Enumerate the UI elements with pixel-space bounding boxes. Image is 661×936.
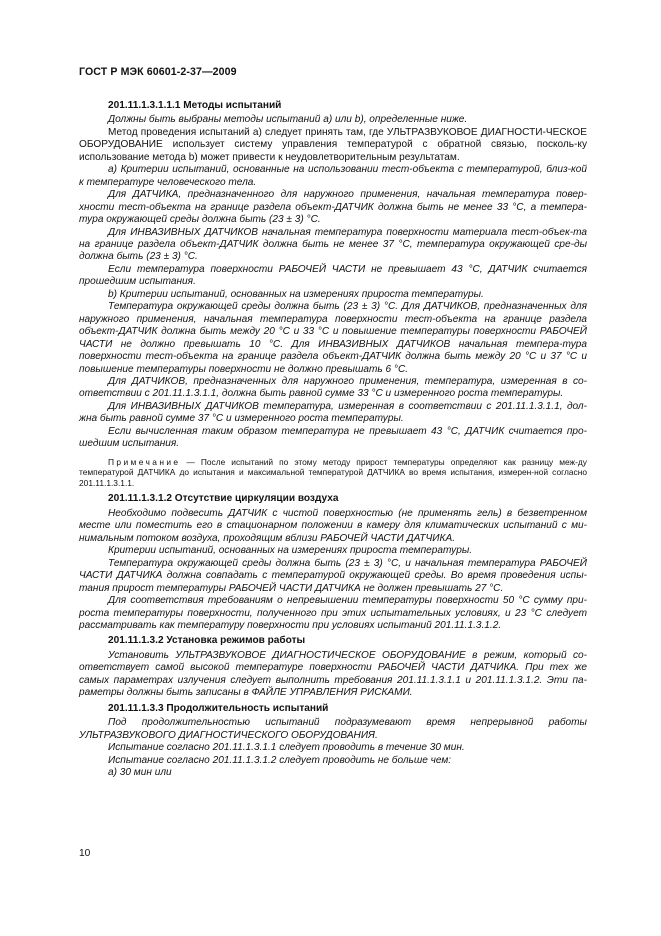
paragraph: Для ДАТЧИКОВ, предназначенных для наружного применения, температура, измеренная в со-ответствии с 201.11.1.3.1.1, должна быть равной сумме 33 °С и измеренного роста температуры. bbox=[79, 375, 587, 400]
paragraph: Для ИНВАЗИВНЫХ ДАТЧИКОВ начальная температура поверхности материала тест-объек-та на границе раздела объект-ДАТЧИК должна быть не менее 37 °С, температура окружающей сре-ды должна быть (23 ± 3) °С. bbox=[79, 226, 587, 263]
paragraph: Необходимо подвесить ДАТЧИК с чистой поверхностью (не применять гель) в безветренном месте или поместить его в стационарном положении в камеру для климатических испытаний с ми-нимальным потоком воздуха, проходящим вблизи РАБОЧЕЙ ЧАСТИ ДАТЧИКА. bbox=[79, 507, 587, 544]
paragraph: a) Критерии испытаний, основанные на использовании тест-объекта с температурой, близ-кой к температуре человеческого тела. bbox=[79, 164, 587, 188]
document-body bbox=[79, 100, 587, 779]
paragraph: Для соответствия требованиям о непревышении температуры поверхности 50 °С сумму при-роста температуры поверхности, полученного при этих испытательных условиях, и 23 °С следует рассматривать как температуру поверхности при условиях испытаний 201.11.1.3.1.2. bbox=[79, 595, 587, 631]
paragraph: Для ДАТЧИКА, предназначенного для наружного применения, начальная температура повер-хности тест-объекта на границе раздела объект-ДАТЧИК должна быть не менее 33 °С, а темпера-тура окружающей среды должна быть (23 ± 3) °С. bbox=[79, 189, 587, 226]
paragraph: а) 30 мин или bbox=[108, 766, 172, 778]
paragraph: Для ИНВАЗИВНЫХ ДАТЧИКОВ температура, измеренная в соответствии с 201.11.1.3.1.1, дол-жна быть равной сумме 37 °С и измеренного роста температуры. bbox=[79, 400, 587, 425]
note bbox=[79, 457, 587, 489]
section-heading: 201.11.1.3.2 Установка режимов работы bbox=[108, 635, 306, 647]
paragraph: Температура окружающей среды должна быть (23 ± 3) °С. Для ДАТЧИКОВ, предназначенных для наружного применения, начальная температура поверхности тест-объекта на границе раздела объект-ДАТЧИК должна быть между 20 °С и 33 °С и повышение температуры поверхности РАБОЧЕЙ ЧАСТИ не должно превышать 10 °С. Для ИНВАЗИВНЫХ ДАТЧИКОВ начальная темпера-тура поверхности тест-объекта на границе раздела объект-ДАТЧИК должна быть между 20 °С и 37 °С и повышение температуры поверхности не должно превышать 6 °С. bbox=[79, 301, 587, 375]
paragraph: Должны быть выбраны методы испытаний a) или b), определенные ниже. bbox=[108, 114, 468, 126]
note-label: Примечание bbox=[108, 456, 181, 467]
paragraph: Установить УЛЬТРАЗВУКОВОЕ ДИАГНОСТИЧЕСКОЕ ОБОРУДОВАНИЕ в режим, который со-ответствует самой высокой температуре поверхности РАБОЧЕЙ ЧАСТИ ДАТЧИКА. При тех же самых параметрах излучения следует выполнить требования 201.11.1.3.1.1 и 201.11.1.3.1.2. Эти па-раметры должны быть записаны в ФАЙЛЕ УПРАВЛЕНИЯ РИСКАМИ. bbox=[79, 649, 587, 699]
paragraph: Под продолжительностью испытаний подразумевают время непрерывной работы УЛЬТРАЗВУКОВОГО ДИАГНОСТИЧЕСКОГО ОБОРУДОВАНИЯ. bbox=[79, 717, 587, 741]
note-text: — После испытаний по этому методу прирост температуры определяют как разницу меж-ду температурой ДАТЧИКА до испытания и максимальной температурой ДАТЧИКА во время испытания, измерен-ной согласно 201.11.1.3.1.1. bbox=[79, 456, 587, 488]
paragraph: Температура окружающей среды должна быть (23 ± 3) °С, и начальная температура РАБОЧЕЙ ЧАСТИ ДАТЧИКА должна совпадать с температурой окружающей среды. Во время проведения испы-тания прирост температуры РАБОЧЕЙ ЧАСТИ ДАТЧИКА не должен превышать 27 °С. bbox=[79, 557, 587, 594]
paragraph: Метод проведения испытаний а) следует принять там, где УЛЬТРАЗВУКОВОЕ ДИАГНОСТИ-ЧЕСКОЕ ОБОРУДОВАНИЕ использует систему управления температурой с обратной связью, посколь-ку использование метода b) может привести к неудовлетворительным результатам. bbox=[79, 126, 587, 163]
paragraph: Испытание согласно 201.11.1.3.1.2 следует проводить не больше чем: bbox=[108, 754, 452, 766]
page-number: 10 bbox=[79, 848, 91, 859]
paragraph: b) Критерии испытаний, основанных на измерениях прироста температуры. bbox=[108, 288, 484, 300]
section-heading: 201.11.1.3.1.1.1 Методы испытаний bbox=[108, 100, 282, 111]
paragraph: Критерии испытаний, основанных на измерениях прироста температуры. bbox=[108, 545, 473, 557]
paragraph: Если температура поверхности РАБОЧЕЙ ЧАСТИ не превышает 43 °С, ДАТЧИК считается прошедшим испытания. bbox=[79, 263, 587, 288]
section-heading: 201.11.1.3.1.2 Отсутствие циркуляции воздуха bbox=[108, 493, 339, 505]
section-heading: 201.11.1.3.3 Продолжительность испытаний bbox=[108, 702, 329, 714]
paragraph: Испытание согласно 201.11.1.3.1.1 следует проводить в течение 30 мин. bbox=[108, 742, 465, 754]
standard-header: ГОСТ Р МЭК 60601-2-37—2009 bbox=[79, 66, 237, 78]
paragraph: Если вычисленная таким образом температура не превышает 43 °С, ДАТЧИК считается про-шедшим испытания. bbox=[79, 425, 587, 450]
